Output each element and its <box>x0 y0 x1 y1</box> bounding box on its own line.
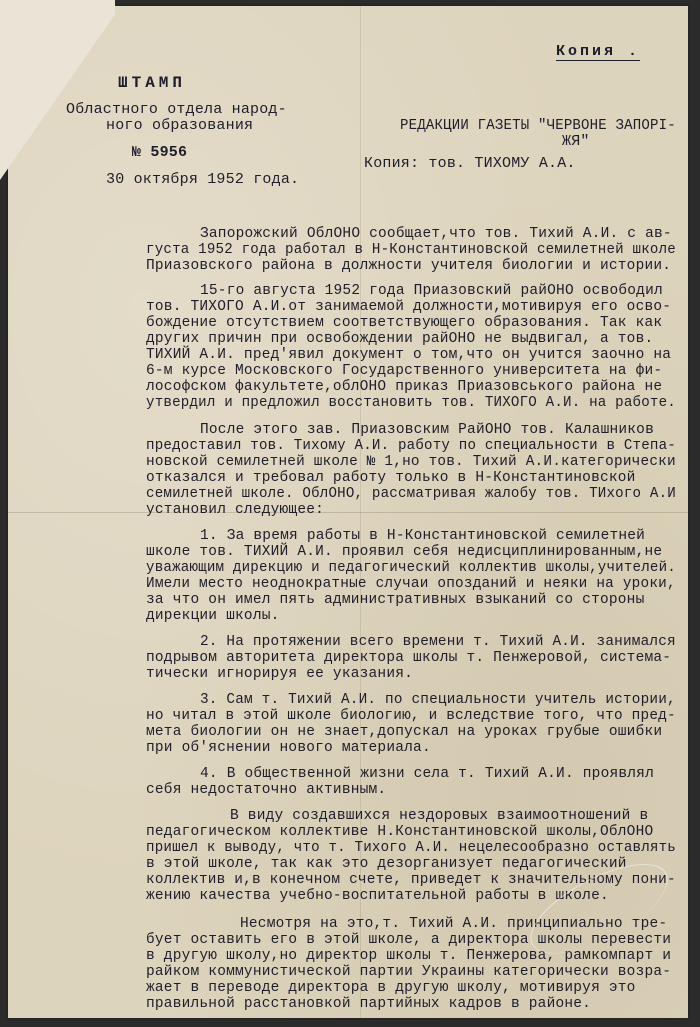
body-line: После этого зав. Приазовским РайОНО тов. Калашников <box>200 422 654 438</box>
body-line: утвердил и предложил восстановить тов. ТИХОГО А.И. на работе. <box>146 395 676 411</box>
body-line: 3. Сам т. Тихий А.И. по специальности учитель истории, <box>200 692 676 708</box>
addressee-line-1: РЕДАКЦИИ ГАЗЕТЫ "ЧЕРВОНЕ ЗАПОРІ- <box>400 117 676 134</box>
body-line: бождение отсутствием соответствующего образования. Так как <box>146 315 663 331</box>
document-number: № 5956 <box>132 144 188 161</box>
body-line: лософском факультете,облОНО приказ Приазовського района не <box>146 379 663 395</box>
body-line: жает в переводе директора в другую школу, мотивируя это <box>146 980 636 996</box>
body-line: дирекции школы. <box>146 608 280 624</box>
body-line: В виду создавшихся нездоровых взаимоотношений в <box>230 808 649 824</box>
body-line: школе тов. ТИХИЙ А.И. проявил себя недисциплинированным,не <box>146 544 663 560</box>
document-date: 30 октября 1952 года. <box>106 171 300 188</box>
body-line: в этой школе, так как это дезорганизует педагогический <box>146 856 627 872</box>
body-line: Имели место неоднократные случаи опозданий и неяки на уроки, <box>146 576 676 592</box>
department-line-2: ного образования <box>106 117 254 134</box>
body-line: ТИХИЙ А.И. пред'явил документ о том,что он учится заочно на <box>146 347 672 363</box>
body-line: бует оставить его в этой школе, а директора школы перевести <box>146 932 672 948</box>
body-line: уважающим дирекцию и педагогический коллектив школы,учителей. <box>146 560 676 576</box>
body-line: 1. За время работы в Н-Константиновской семилетней <box>200 528 646 544</box>
body-line: семилетней школе. ОблОНО, рассматривая жалобу тов. ТИхого А.И <box>146 486 676 502</box>
department-line-1: Областного отдела народ- <box>66 101 287 118</box>
body-line: педагогическом коллективе Н.Константиновской школы,ОблОНО <box>146 824 654 840</box>
copy-mark: Копия . <box>556 43 641 60</box>
body-line: при об'яснении нового материала. <box>146 740 431 756</box>
body-line: новской семилетней школе № 1,но тов. Тихий А.И.категорически <box>146 454 676 470</box>
body-line: 6-м курсе Московского Государственного университета на фи- <box>146 363 663 379</box>
body-line: других причин при освобождении райОНО не выдвигал, а тов. <box>146 331 654 347</box>
body-line: густа 1952 года работал в Н-Константиновской семилетней школе <box>146 242 676 258</box>
body-line: Приазовского района в должности учителя биологии и истории. <box>146 258 672 274</box>
body-line: за что он имел пять административных взыканий со стороны <box>146 592 645 608</box>
body-line: предоставил тов. Тихому А.И. работу по специальности в Степа- <box>146 438 676 454</box>
body-line: себя недостаточно активным. <box>146 782 387 798</box>
body-line: Несмотря на это,т. Тихий А.И. принципиально тре- <box>240 916 668 932</box>
body-line: пришел к выводу, что т. Тихого А.И. нецелесообразно оставлять <box>146 840 676 856</box>
body-line: 4. В общественной жизни села т. Тихий А.И. проявлял <box>200 766 654 782</box>
body-line: 2. На протяжении всего времени т. Тихий А.И. занимался <box>200 634 676 650</box>
body-line: райком коммунистической партии Украины категорически возра- <box>146 964 672 980</box>
addressee-line-2: ЖЯ" <box>562 133 590 150</box>
body-line: Запорожский ОблОНО сообщает,что тов. Тихий А.И. с ав- <box>200 226 672 242</box>
body-line: коллектив и,в конечном счете, приведет к значительному пони- <box>146 872 676 888</box>
body-line: тически игнорируя ее указания. <box>146 666 414 682</box>
body-line: тов. ТИХОГО А.И.от занимаемой должности,мотивируя его осво- <box>146 299 672 315</box>
body-line: жению качества учебно-воспитательной работы в школе. <box>146 888 609 904</box>
body-line: мета биологии он не знает,допускал на уроках грубые ошибки <box>146 724 663 740</box>
stamp-title: ШТАМП <box>118 74 187 92</box>
body-line: подрывом авторитета директора школы т. Пенжеровой, система- <box>146 650 672 666</box>
body-line: в другую школу,но директор школы т. Пенжерова, рамкомпарт и <box>146 948 672 964</box>
body-line: 15-го августа 1952 года Приазовский райОНО освободил <box>200 283 663 299</box>
fold-line <box>8 512 688 513</box>
copy-to: Копия: тов. ТИХОМУ А.А. <box>364 155 576 172</box>
body-line: но читал в этой школе биологию, и вследствие того, что пред- <box>146 708 676 724</box>
body-line: отказался и требовал работу только в Н-Константиновской <box>146 470 636 486</box>
body-line: правильной расстановкой партийных кадров в районе. <box>146 996 592 1012</box>
body-line: установил следующее: <box>146 502 325 518</box>
